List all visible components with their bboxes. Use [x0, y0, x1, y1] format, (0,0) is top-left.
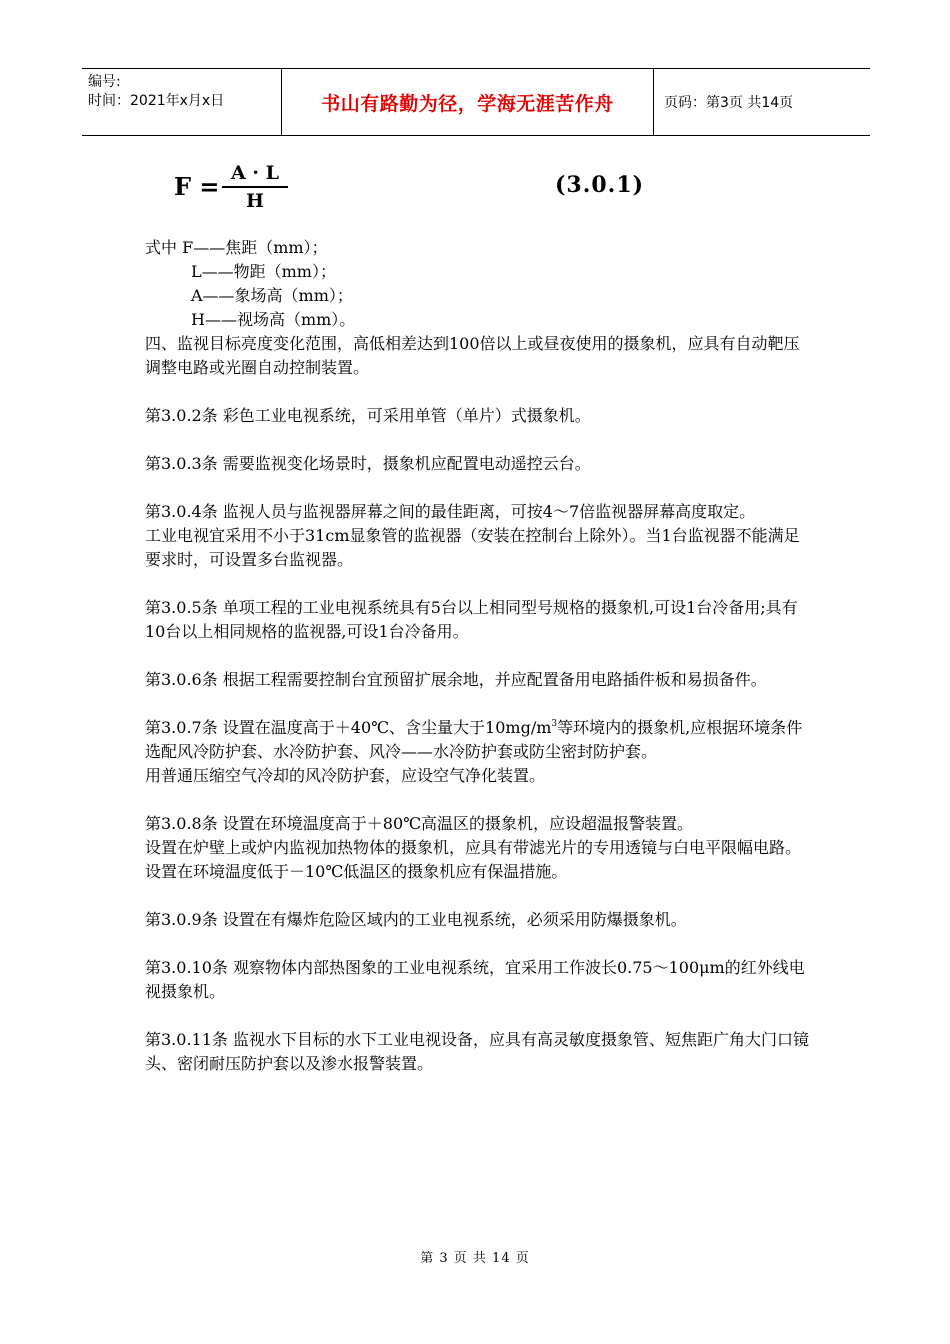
variable-definition-F: 式中 F——焦距（mm）； [145, 238, 328, 257]
page-header [82, 68, 870, 136]
article-3-0-6: 第3.0.6条 根据工程需要控制台宜预留扩展余地，并应配置备用电路插件板和易损备件。 [145, 670, 767, 689]
formula-denominator: H [246, 190, 264, 212]
variable-definition-H: H——视场高（mm）。 [191, 310, 356, 329]
header-meta [82, 69, 282, 135]
formula-number: (3.0.1) [555, 172, 645, 198]
variable-definition-L: L——物距（mm）； [191, 262, 336, 281]
article-3-0-9: 第3.0.9条 设置在有爆炸危险区域内的工业电视系统，必须采用防爆摄象机。 [145, 910, 687, 929]
doc-time-label: 时间：2021年x月x日 [88, 93, 225, 109]
article-3-0-2: 第3.0.2条 彩色工业电视系统，可采用单管（单片）式摄象机。 [145, 406, 591, 425]
clause-item-4: 四、监视目标亮度变化范围，高低相差达到100倍以上或昼夜使用的摄象机，应具有自动靶压调整电路或光圈自动控制装置。 [145, 334, 800, 377]
article-3-0-5: 第3.0.5条 单项工程的工业电视系统具有5台以上相同型号规格的摄象机,可设1台冷备用;具有10台以上相同规格的监视器,可设1台冷备用。 [145, 598, 798, 641]
doc-number-label: 编号: [88, 74, 121, 90]
formula-numerator: A · L [222, 162, 288, 188]
unit-superscript: 3 [551, 719, 558, 729]
article-3-0-8-low-temp: 设置在环境温度低于－10℃低温区的摄象机应有保温措施。 [145, 862, 568, 881]
article-3-0-8-furnace: 设置在炉壁上或炉内监视加热物体的摄象机，应具有带滤光片的专用透镜与白电平限幅电路。 [145, 838, 802, 857]
formula-lhs: F = [174, 172, 220, 201]
article-3-0-4: 第3.0.4条 监视人员与监视器屏幕之间的最佳距离，可按4～7倍监视器屏幕高度取定。 [145, 502, 756, 521]
article-3-0-3: 第3.0.3条 需要监视变化场景时，摄象机应配置电动遥控云台。 [145, 454, 591, 473]
article-3-0-7-text-start: 第3.0.7条 设置在温度高于＋40℃、含尘量大于10mg/m [145, 718, 552, 737]
formula-fraction [222, 162, 288, 212]
article-3-0-7-air-cooling: 用普通压缩空气冷却的风冷防护套，应设空气净化装置。 [145, 766, 546, 785]
header-page-info: 页码：第3页 共14页 [664, 95, 794, 111]
focal-length-formula [170, 160, 650, 218]
article-3-0-10: 第3.0.10条 观察物体内部热图象的工业电视系统，宜采用工作波长0.75～100μm的红外线电视摄象机。 [145, 958, 805, 1001]
header-motto: 书山有路勤为径，学海无涯苦作舟 [282, 69, 654, 135]
page-footer: 第 3 页 共 14 页 [420, 1251, 530, 1266]
article-3-0-8: 第3.0.8条 设置在环境温度高于＋80℃高温区的摄象机，应设超温报警装置。 [145, 814, 694, 833]
document-body [145, 236, 810, 1076]
article-3-0-4-monitor-size: 工业电视宜采用不小于31cm显象管的监视器（安装在控制台上除外）。当1台监视器不能满足要求时，可设置多台监视器。 [145, 526, 800, 569]
article-3-0-7-text-end: 等环境内的摄象机,应根据环境条件选配风冷防护套、水冷防护套、风冷——水冷防护套或防尘密封防护套。 [145, 718, 803, 761]
article-3-0-7 [145, 716, 810, 764]
article-3-0-11: 第3.0.11条 监视水下目标的水下工业电视设备，应具有高灵敏度摄象管、短焦距广角大门口镜头、密闭耐压防护套以及渗水报警装置。 [145, 1030, 809, 1073]
variable-definition-A: A——象场高（mm）； [191, 286, 353, 305]
